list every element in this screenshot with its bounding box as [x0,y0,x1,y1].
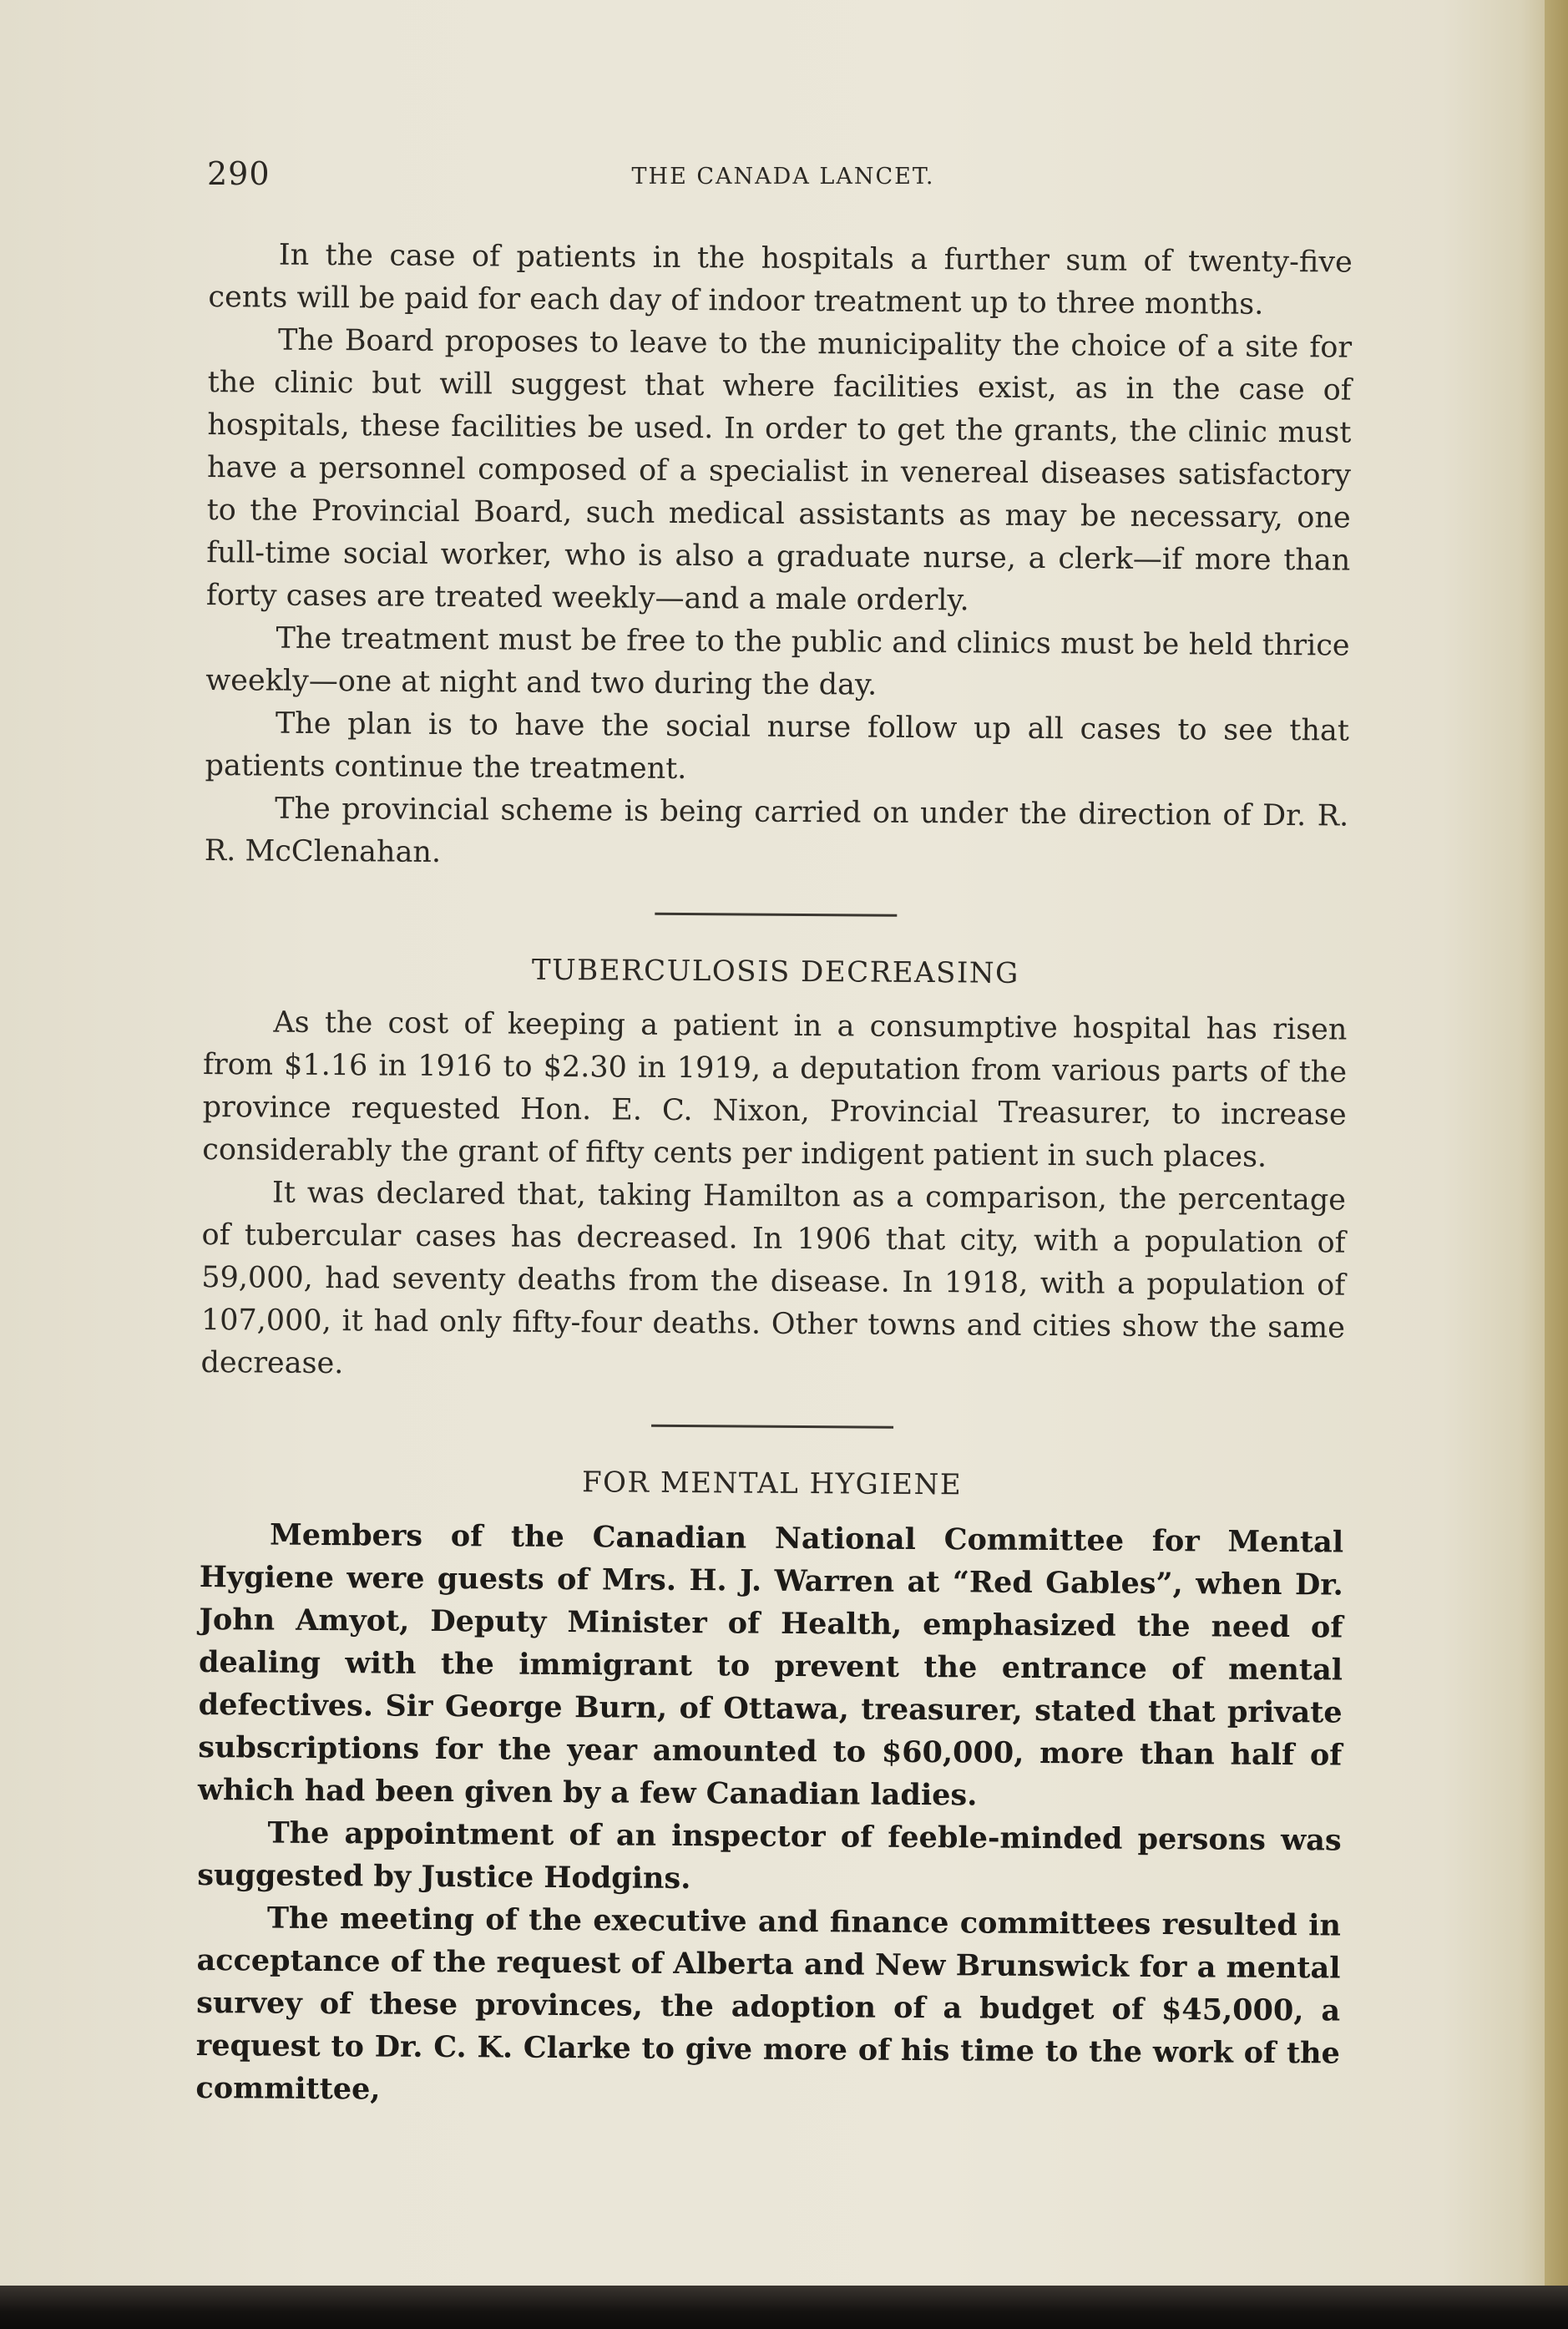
page-edge [1545,0,1568,2329]
paragraph: Members of the Canadian National Committee for Mental Hygiene were guests of Mrs. H. J. Warren at “Red Gables”, when Dr. John Amyot, Deputy Minister of Health, emphasized the need of dealing with the immigrant to prevent the entrance of mental defectives. Sir George Burn, of Ottawa, treasurer, stated that private subscriptions for the year amounted to $60,000, more than half of which had been given by a few Canadian ladies. [197,1517,1344,1813]
section-title: FOR MENTAL HYGIENE [581,1466,963,1502]
paragraph: The Board proposes to leave to the municipality the choice of a site for the clinic but will suggest that where facilities exist, as in the case of hospitals, these facilities be used. In order to get the grants, the clinic must have a personnel composed of a specialist in venereal diseases satisfactory to the Provincial Board, such medical assistants as may be necessary, one full-time social worker, who is also a graduate nurse, a clerk—if more than forty cases are treated weekly—and a male orderly. [205,323,1353,618]
section-divider [651,1425,893,1429]
paragraph: The appointment of an inspector of feeble-minded persons was suggested by Justice Hodgins. [197,1815,1342,1896]
paragraph: The meeting of the executive and finance committees resulted in acceptance of the request of Alberta and New Brunswick for a mental survey of these provinces, the adoption of a budget of $45,000, a request to Dr. C. K. Clarke to give more of his time to the work of the committee, [195,1901,1342,2107]
paragraph: It was declared that, taking Hamilton as a comparison, the percentage of tubercular cases has decreased. In 1906 that city, with a population of 59,000, had seventy deaths from the disease. In 1918, with a population of 107,000, it had only fifty-four deaths. Other towns and cities show the same decrease. [200,1176,1347,1381]
paragraph: In the case of patients in the hospitals a further sum of twenty-five cents will be paid for each day of indoor treatment up to three months. [208,238,1353,322]
article-body [195,234,1353,2118]
section-title: TUBERCULOSIS DECREASING [531,953,1019,990]
paragraph: As the cost of keeping a patient in a consumptive hospital has risen from $1.16 in 1916 to $2.30 in 1919, a deputation from various parts of the province requested Hon. E. C. Nixon, Provincial Treasurer, to increase considerably the grant of fifty cents per indigent patient in such places. [202,1005,1348,1174]
scan-bottom-edge [0,2286,1568,2329]
paragraph: The provincial scheme is being carried on under the direction of Dr. R. R. McClenahan. [204,792,1349,869]
paragraph: The plan is to have the social nurse follow up all cases to see that patients continue the treatment. [205,706,1350,787]
paragraph: The treatment must be free to the public and clinics must be held thrice weekly—one at night and two during the day. [205,621,1350,702]
running-head: THE CANADA LANCET. [631,164,935,190]
section-divider [655,913,897,917]
page-header [207,155,1359,205]
page-number: 290 [207,155,271,192]
